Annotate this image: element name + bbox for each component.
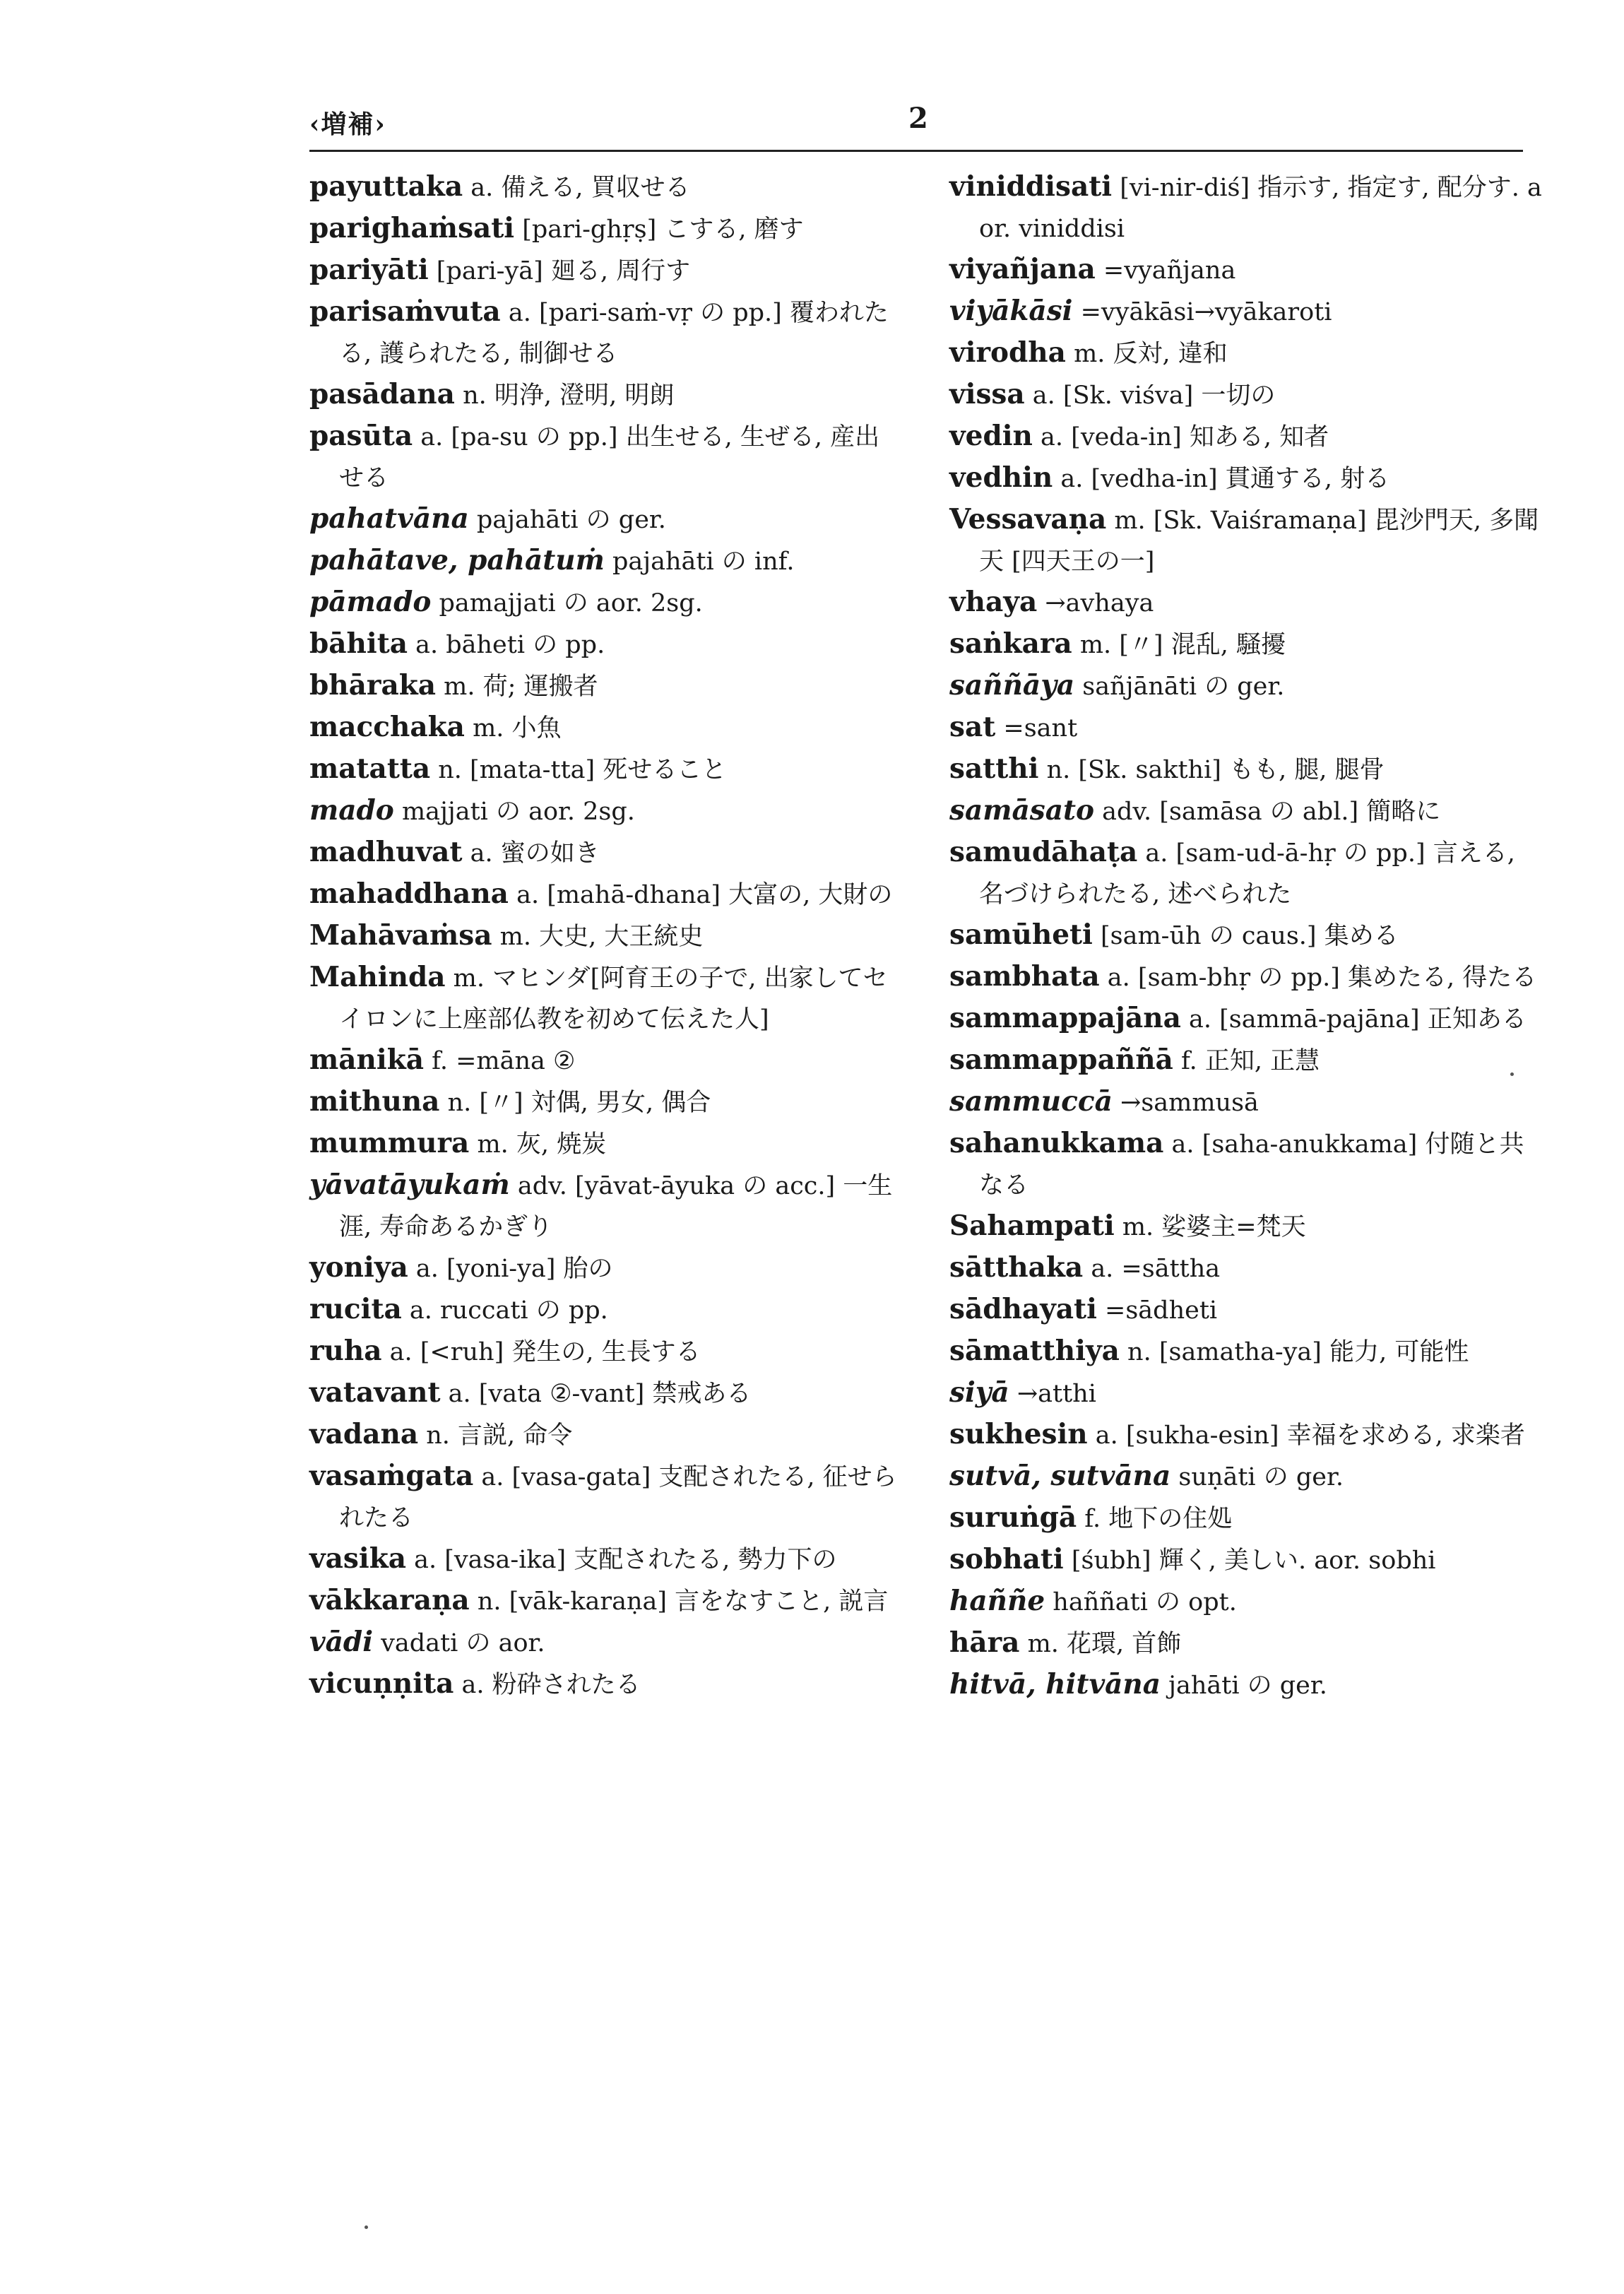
entry-headword: viniddisati <box>949 170 1113 203</box>
dictionary-entry <box>949 749 1543 791</box>
dictionary-entry <box>949 249 1543 291</box>
entry-definition: m. 荷; 運搬者 <box>436 673 598 701</box>
dictionary-entry <box>309 374 903 416</box>
entry-headword: sammappaññā <box>949 1043 1173 1076</box>
entry-headword: pāmado <box>309 586 432 618</box>
entry-definition: a. [sam-bhṛ の pp.] 集めたる, 得たる <box>1099 964 1537 992</box>
dictionary-entry <box>309 1248 903 1289</box>
dictionary-entry <box>949 1123 1543 1206</box>
entry-headword: sambhata <box>949 960 1100 993</box>
entry-headword: mithuna <box>309 1085 440 1118</box>
print-speck <box>364 2225 368 2229</box>
dictionary-entry <box>309 1539 903 1580</box>
entry-definition: a. [pa-su の pp.] 出生せる, 生ぜる, 産出せる <box>339 423 880 492</box>
entry-headword: suruṅgā <box>949 1501 1077 1534</box>
entry-headword: mahaddhana <box>309 877 509 910</box>
entry-headword: saññāya <box>949 669 1075 702</box>
dictionary-entry <box>949 791 1543 832</box>
dictionary-entry <box>309 1040 903 1082</box>
entry-headword: Vessavaṇa <box>949 503 1107 536</box>
entry-definition: a. ruccati の pp. <box>401 1296 608 1325</box>
dictionary-entry <box>949 416 1543 458</box>
entry-headword: samudāhaṭa <box>949 836 1138 868</box>
dictionary-entry <box>309 707 903 749</box>
entry-headword: yoniya <box>309 1251 408 1284</box>
entry-headword: pasūta <box>309 420 413 452</box>
entry-headword: ruha <box>309 1335 382 1367</box>
entry-definition: =sādheti <box>1096 1296 1218 1325</box>
dictionary-entry <box>949 499 1543 582</box>
entry-headword: viyañjana <box>949 253 1096 285</box>
dictionary-entry <box>949 1082 1543 1123</box>
entry-definition: [śubh] 輝く, 美しい. aor. sobhi <box>1063 1547 1436 1575</box>
entry-headword: bhāraka <box>309 669 437 702</box>
dictionary-entry <box>949 915 1543 957</box>
entry-headword: hitvā, hitvāna <box>949 1668 1161 1701</box>
dictionary-entry <box>309 1331 903 1373</box>
dictionary-entry <box>949 582 1543 624</box>
dictionary-entry <box>309 624 903 666</box>
dictionary-entry <box>309 1414 903 1456</box>
dictionary-entry <box>949 1498 1543 1539</box>
entry-headword: yāvatāyukaṁ <box>309 1169 510 1201</box>
entry-definition: [pari-yā] 廻る, 周行す <box>428 257 691 285</box>
entry-definition: a. [pari-saṁ-vṛ の pp.] 覆われたる, 護られたる, 制御せる <box>339 299 889 368</box>
dictionary-entry <box>309 1082 903 1123</box>
entry-headword: sutvā, sutvāna <box>949 1460 1171 1492</box>
dictionary-entry <box>309 666 903 707</box>
dictionary-entry <box>309 1165 903 1248</box>
entry-headword: siyā <box>949 1376 1009 1409</box>
entry-definition: =vyañjana <box>1095 256 1236 285</box>
dictionary-entry <box>949 666 1543 707</box>
dictionary-entry <box>309 582 903 624</box>
entry-definition: n. [〃] 対偶, 男女, 偶合 <box>439 1089 711 1117</box>
dictionary-entry <box>949 291 1543 333</box>
entry-definition: a. =sāttha <box>1083 1255 1221 1283</box>
entry-headword: vadana <box>309 1418 419 1450</box>
dictionary-entry <box>309 1373 903 1414</box>
page-header <box>309 102 1523 152</box>
entry-definition: →atthi <box>1009 1380 1096 1408</box>
entry-definition: →avhaya <box>1037 589 1154 617</box>
dictionary-entry <box>949 1414 1543 1456</box>
entry-headword: parighaṁsati <box>309 212 515 244</box>
dictionary-entry <box>949 1456 1543 1498</box>
entry-headword: mado <box>309 794 394 827</box>
dictionary-entry <box>309 416 903 499</box>
entry-headword: madhuvat <box>309 836 463 868</box>
dictionary-entry <box>309 1289 903 1331</box>
dictionary-entry <box>949 957 1543 998</box>
entry-definition: a. [Sk. viśva] 一切の <box>1024 382 1276 410</box>
entry-definition: m. [Sk. Vaiśramaṇa] 毘沙門天, 多聞天 [四天王の一] <box>979 507 1539 576</box>
entry-headword: parisaṁvuta <box>309 295 501 328</box>
entry-definition: n. 言説, 命令 <box>418 1421 573 1450</box>
entry-definition: →sammusā <box>1112 1089 1259 1117</box>
dictionary-entry <box>949 707 1543 749</box>
dictionary-entry <box>309 916 903 957</box>
dictionary-entry <box>309 540 903 582</box>
dictionary-entry <box>949 1373 1543 1414</box>
entry-definition: haññati の opt. <box>1045 1588 1237 1616</box>
entry-headword: sat <box>949 711 996 743</box>
entry-definition: =sant <box>995 714 1078 743</box>
dictionary-entry <box>309 1664 903 1705</box>
entry-definition: a. bāheti の pp. <box>408 631 605 659</box>
entry-definition: n. 明浄, 澄明, 明朗 <box>454 382 675 410</box>
left-column <box>309 167 903 1705</box>
entry-headword: saṅkara <box>949 627 1072 660</box>
entry-headword: sukhesin <box>949 1418 1088 1450</box>
entry-headword: payuttaka <box>309 170 463 203</box>
dictionary-entry <box>949 832 1543 915</box>
entry-headword: vhaya <box>949 586 1038 618</box>
dictionary-entry <box>949 624 1543 666</box>
entry-definition: a. [saha-anukkama] 付随と共なる <box>979 1130 1524 1200</box>
dictionary-entry <box>309 1456 903 1539</box>
entry-headword: vedin <box>949 420 1033 452</box>
entry-definition: a. [mahā-dhana] 大富の, 大財の <box>508 881 893 909</box>
entry-definition: a. 蜜の如き <box>462 839 600 868</box>
entry-definition: n. [Sk. sakthi] もも, 腿, 腿骨 <box>1038 756 1385 784</box>
dictionary-entry <box>309 874 903 916</box>
dictionary-entry <box>949 1331 1543 1373</box>
entry-definition: jahāti の ger. <box>1161 1672 1327 1700</box>
dictionary-entry <box>309 1123 903 1165</box>
dictionary-entry <box>309 250 903 292</box>
entry-headword: sāmatthiya <box>949 1335 1120 1367</box>
entry-definition: a. [sam-ud-ā-hṛ の pp.] 言える, 名づけられたる, 述べられた <box>979 839 1515 909</box>
dictionary-entry <box>309 749 903 791</box>
dictionary-entry <box>309 167 903 208</box>
entry-headword: haññe <box>949 1585 1045 1617</box>
dictionary-entry <box>949 1289 1543 1331</box>
dictionary-entry <box>949 1040 1543 1082</box>
dictionary-entry <box>309 1580 903 1622</box>
entry-headword: vākkaraṇa <box>309 1584 470 1616</box>
entry-headword: samūheti <box>949 918 1093 951</box>
dictionary-entry <box>309 1622 903 1664</box>
entry-definition: pamajjati の aor. 2sg. <box>431 589 703 617</box>
entry-headword: satthi <box>949 752 1039 785</box>
entry-headword: vicuṇṇita <box>309 1667 454 1700</box>
entry-definition: n. [mata-tta] 死せること <box>430 756 727 784</box>
entry-headword: viyākāsi <box>949 295 1073 327</box>
dictionary-entry <box>309 499 903 540</box>
entry-definition: pajahāti の inf. <box>604 548 795 576</box>
right-column <box>949 167 1543 1706</box>
dictionary-entry <box>949 1248 1543 1289</box>
entry-headword: Mahinda <box>309 961 446 993</box>
entry-definition: f. 地下の住処 <box>1077 1505 1233 1533</box>
print-speck <box>1510 1072 1514 1076</box>
entry-headword: sādhayati <box>949 1293 1097 1325</box>
entry-headword: mummura <box>309 1127 470 1159</box>
entry-definition: vadati の aor. <box>373 1629 545 1657</box>
dictionary-entry <box>949 1539 1543 1581</box>
entry-definition: sañjānāti の ger. <box>1074 673 1285 701</box>
entry-definition: majjati の aor. 2sg. <box>393 798 635 826</box>
entry-headword: vasika <box>309 1542 406 1575</box>
entry-headword: samāsato <box>949 794 1095 827</box>
entry-headword: pahātave, pahātuṁ <box>309 544 605 577</box>
entry-definition: a. [vasa-gata] 支配されたる, 征せられたる <box>339 1463 897 1532</box>
entry-headword: sammappajāna <box>949 1002 1181 1034</box>
entry-definition: m. マヒンダ[阿育王の子で, 出家してセイロンに上座部仏教を初めて伝えた人] <box>339 964 888 1034</box>
entry-headword: Mahāvaṁsa <box>309 919 492 952</box>
entry-headword: macchaka <box>309 711 465 743</box>
entry-headword: sammuccā <box>949 1085 1113 1118</box>
entry-headword: vasaṁgata <box>309 1460 474 1492</box>
entry-definition: a. [vata ②-vant] 禁戒ある <box>440 1380 752 1408</box>
dictionary-entry <box>949 333 1543 374</box>
entry-definition: f. 正知, 正慧 <box>1173 1047 1320 1075</box>
entry-headword: rucita <box>309 1293 402 1325</box>
dictionary-entry <box>949 458 1543 499</box>
entry-headword: matatta <box>309 752 431 785</box>
entry-definition: m. 花環, 首飾 <box>1019 1630 1182 1658</box>
entry-definition: m. 大史, 大王統史 <box>492 923 704 951</box>
entry-definition: m. 小魚 <box>464 714 562 743</box>
dictionary-entry <box>309 832 903 874</box>
entry-headword: sātthaka <box>949 1251 1084 1284</box>
dictionary-entry <box>949 167 1543 249</box>
entry-headword: pariyāti <box>309 254 429 286</box>
entry-definition: n. [samatha-ya] 能力, 可能性 <box>1119 1338 1469 1366</box>
entry-definition: [vi-nir-diś] 指示す, 指定す, 配分す. aor. viniddisi <box>979 174 1542 243</box>
entry-definition: a. [sukha-esin] 幸福を求める, 求楽者 <box>1087 1421 1525 1450</box>
dictionary-entry <box>949 998 1543 1040</box>
entry-headword: sobhati <box>949 1543 1064 1575</box>
entry-definition: a. 備える, 買収せる <box>463 174 690 202</box>
entry-headword: vatavant <box>309 1376 441 1409</box>
entry-definition: a. [yoni-ya] 胎の <box>408 1255 613 1283</box>
dictionary-entry <box>949 1665 1543 1706</box>
entry-definition: a. [vasa-ika] 支配されたる, 勢力下の <box>406 1546 837 1574</box>
entry-definition: m. [〃] 混乱, 騒擾 <box>1072 631 1286 659</box>
entry-definition: a. [sammā-pajāna] 正知ある <box>1180 1005 1527 1034</box>
dictionary-entry <box>309 208 903 250</box>
dictionary-entry <box>949 1581 1543 1623</box>
entry-headword: vissa <box>949 378 1025 410</box>
entry-headword: mānikā <box>309 1043 424 1076</box>
dictionary-entry <box>949 1206 1543 1248</box>
dictionary-entry <box>949 1623 1543 1665</box>
page-number: 2 <box>908 102 928 135</box>
section-label: ‹増補› <box>309 110 386 139</box>
entry-definition: a. [vedha-in] 貫通する, 射る <box>1053 465 1390 493</box>
entry-definition: a. [<ruh] 発生の, 生長する <box>381 1338 701 1366</box>
entry-definition: n. [vāk-karaṇa] 言をなすこと, 説言 <box>469 1588 889 1616</box>
entry-headword: vādi <box>309 1626 374 1658</box>
entry-definition: [sam-ūh の caus.] 集める <box>1092 922 1399 950</box>
entry-definition: [pari-ghṛṣ] こする, 磨す <box>514 215 804 244</box>
entry-headword: bāhita <box>309 627 408 660</box>
entry-headword: hāra <box>949 1626 1020 1659</box>
dictionary-entry <box>949 374 1543 416</box>
entry-headword: Sahampati <box>949 1210 1115 1242</box>
entry-headword: pasādana <box>309 378 455 410</box>
entry-headword: vedhin <box>949 461 1053 494</box>
dictionary-entry <box>309 292 903 374</box>
dictionary-entry <box>309 957 903 1040</box>
entry-definition: f. =māna ② <box>424 1047 576 1075</box>
entry-definition: m. 灰, 焼炭 <box>469 1130 607 1159</box>
entry-headword: virodha <box>949 336 1066 369</box>
entry-definition: m. 反対, 違和 <box>1065 340 1228 368</box>
dictionary-entry <box>309 791 903 832</box>
entry-definition: adv. [yāvat-āyuka の acc.] 一生涯, 寿命あるかぎり <box>339 1172 893 1241</box>
entry-definition: m. 娑婆主=梵天 <box>1114 1213 1306 1241</box>
entry-headword: pahatvāna <box>309 502 469 535</box>
entry-definition: a. [veda-in] 知ある, 知者 <box>1032 423 1329 451</box>
entry-definition: =vyākāsi→vyākaroti <box>1072 298 1332 326</box>
entry-definition: a. 粉砕されたる <box>454 1671 641 1699</box>
entry-definition: pajahāti の ger. <box>468 506 666 534</box>
entry-definition: suṇāti の ger. <box>1170 1463 1344 1491</box>
entry-definition: adv. [samāsa の abl.] 簡略に <box>1094 798 1441 826</box>
entry-headword: sahanukkama <box>949 1127 1164 1159</box>
